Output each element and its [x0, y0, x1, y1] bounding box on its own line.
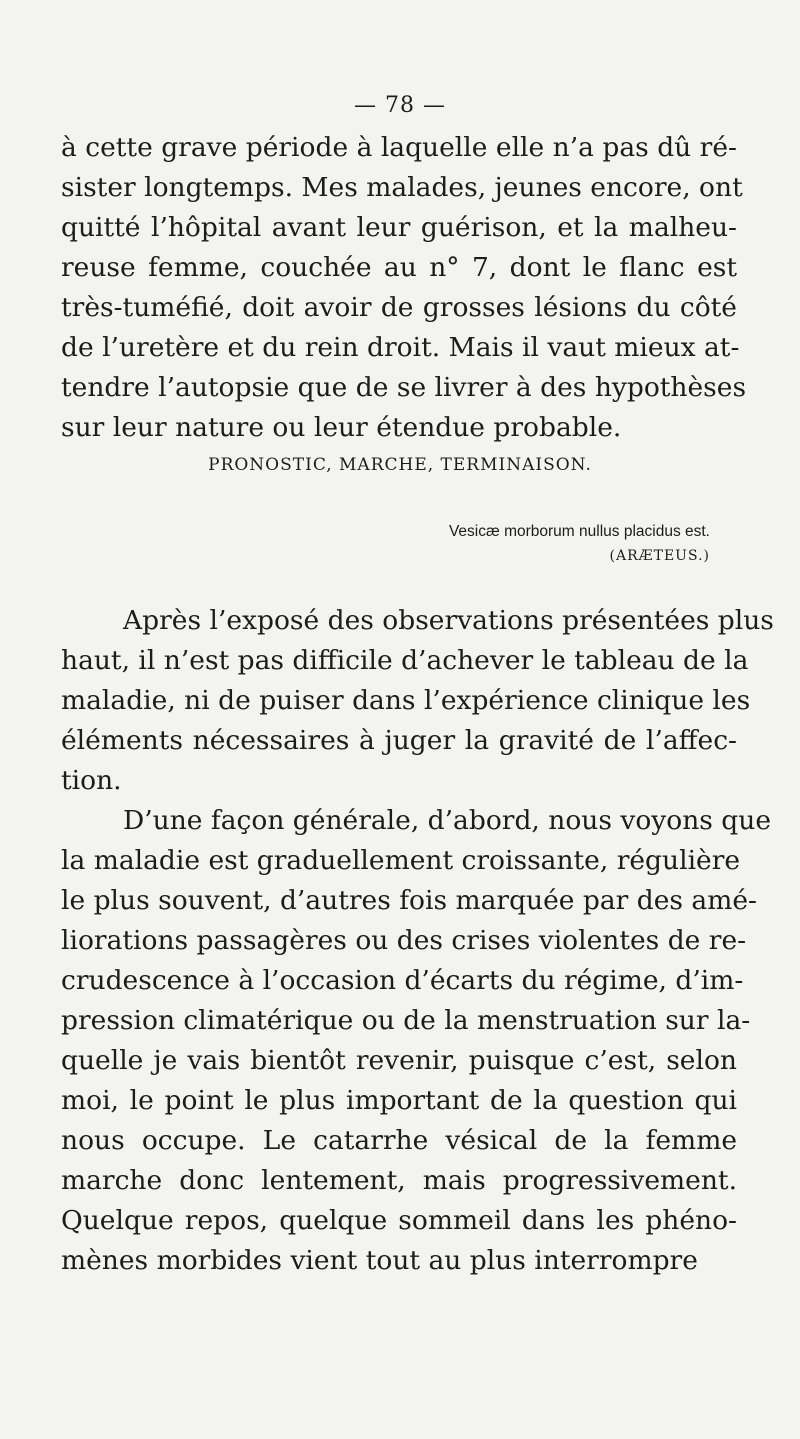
text-line: sister longtemps. Mes malades, jeunes encore, ont: [61, 172, 743, 203]
text-line: liorations passagères ou des crises violentes de re-: [61, 925, 747, 956]
text-line: crudescence à l’occasion d’écarts du régime, d’im-: [61, 965, 744, 996]
page-number: — 78 —: [354, 93, 446, 118]
text-line: haut, il n’est pas difficile d’achever le tableau de la: [61, 645, 749, 676]
text-line: D’une façon générale, d’abord, nous voyons que: [123, 805, 772, 836]
text-line: nous occupe. Le catarrhe vésical de la femme: [61, 1125, 737, 1156]
text-line: quelle je vais bientôt revenir, puisque c’est, selon: [61, 1045, 737, 1076]
text-line: tendre l’autopsie que de se livrer à des hypothèses: [61, 372, 747, 403]
text-line: moi, le point le plus important de la question qui: [61, 1085, 737, 1116]
text-line: très-tuméfié, doit avoir de grosses lésions du côté: [61, 292, 737, 323]
epigraph-author: (ARÆTEUS.): [609, 548, 710, 564]
epigraph-quote: Vesicæ morborum nullus placidus est.: [448, 523, 710, 540]
text-line: sur leur nature ou leur étendue probable.: [61, 412, 622, 443]
text-line: mènes morbides vient tout au plus interrompre: [61, 1245, 698, 1276]
text-line: Après l’exposé des observations présentées plus: [123, 605, 774, 636]
text-line: éléments nécessaires à juger la gravité de l’affec-: [61, 725, 737, 756]
text-line: pression climatérique ou de la menstruation sur la-: [61, 1005, 751, 1036]
text-line: marche donc lentement, mais progressivement.: [61, 1165, 737, 1196]
text-line: le plus souvent, d’autres fois marquée par des amé-: [61, 885, 757, 916]
text-line: à cette grave période à laquelle elle n’a pas dû ré-: [61, 132, 737, 163]
text-line: reuse femme, couchée au n° 7, dont le flanc est: [61, 252, 737, 283]
text-line: tion.: [61, 765, 122, 796]
section-heading: PRONOSTIC, MARCHE, TERMINAISON.: [208, 455, 592, 475]
text-line: quitté l’hôpital avant leur guérison, et la malheu-: [61, 212, 737, 243]
text-line: Quelque repos, quelque sommeil dans les phéno-: [61, 1205, 737, 1236]
text-line: de l’uretère et du rein droit. Mais il vaut mieux at-: [61, 332, 740, 363]
text-line: maladie, ni de puiser dans l’expérience clinique les: [61, 685, 751, 716]
text-line: la maladie est graduellement croissante, régulière: [61, 845, 741, 876]
